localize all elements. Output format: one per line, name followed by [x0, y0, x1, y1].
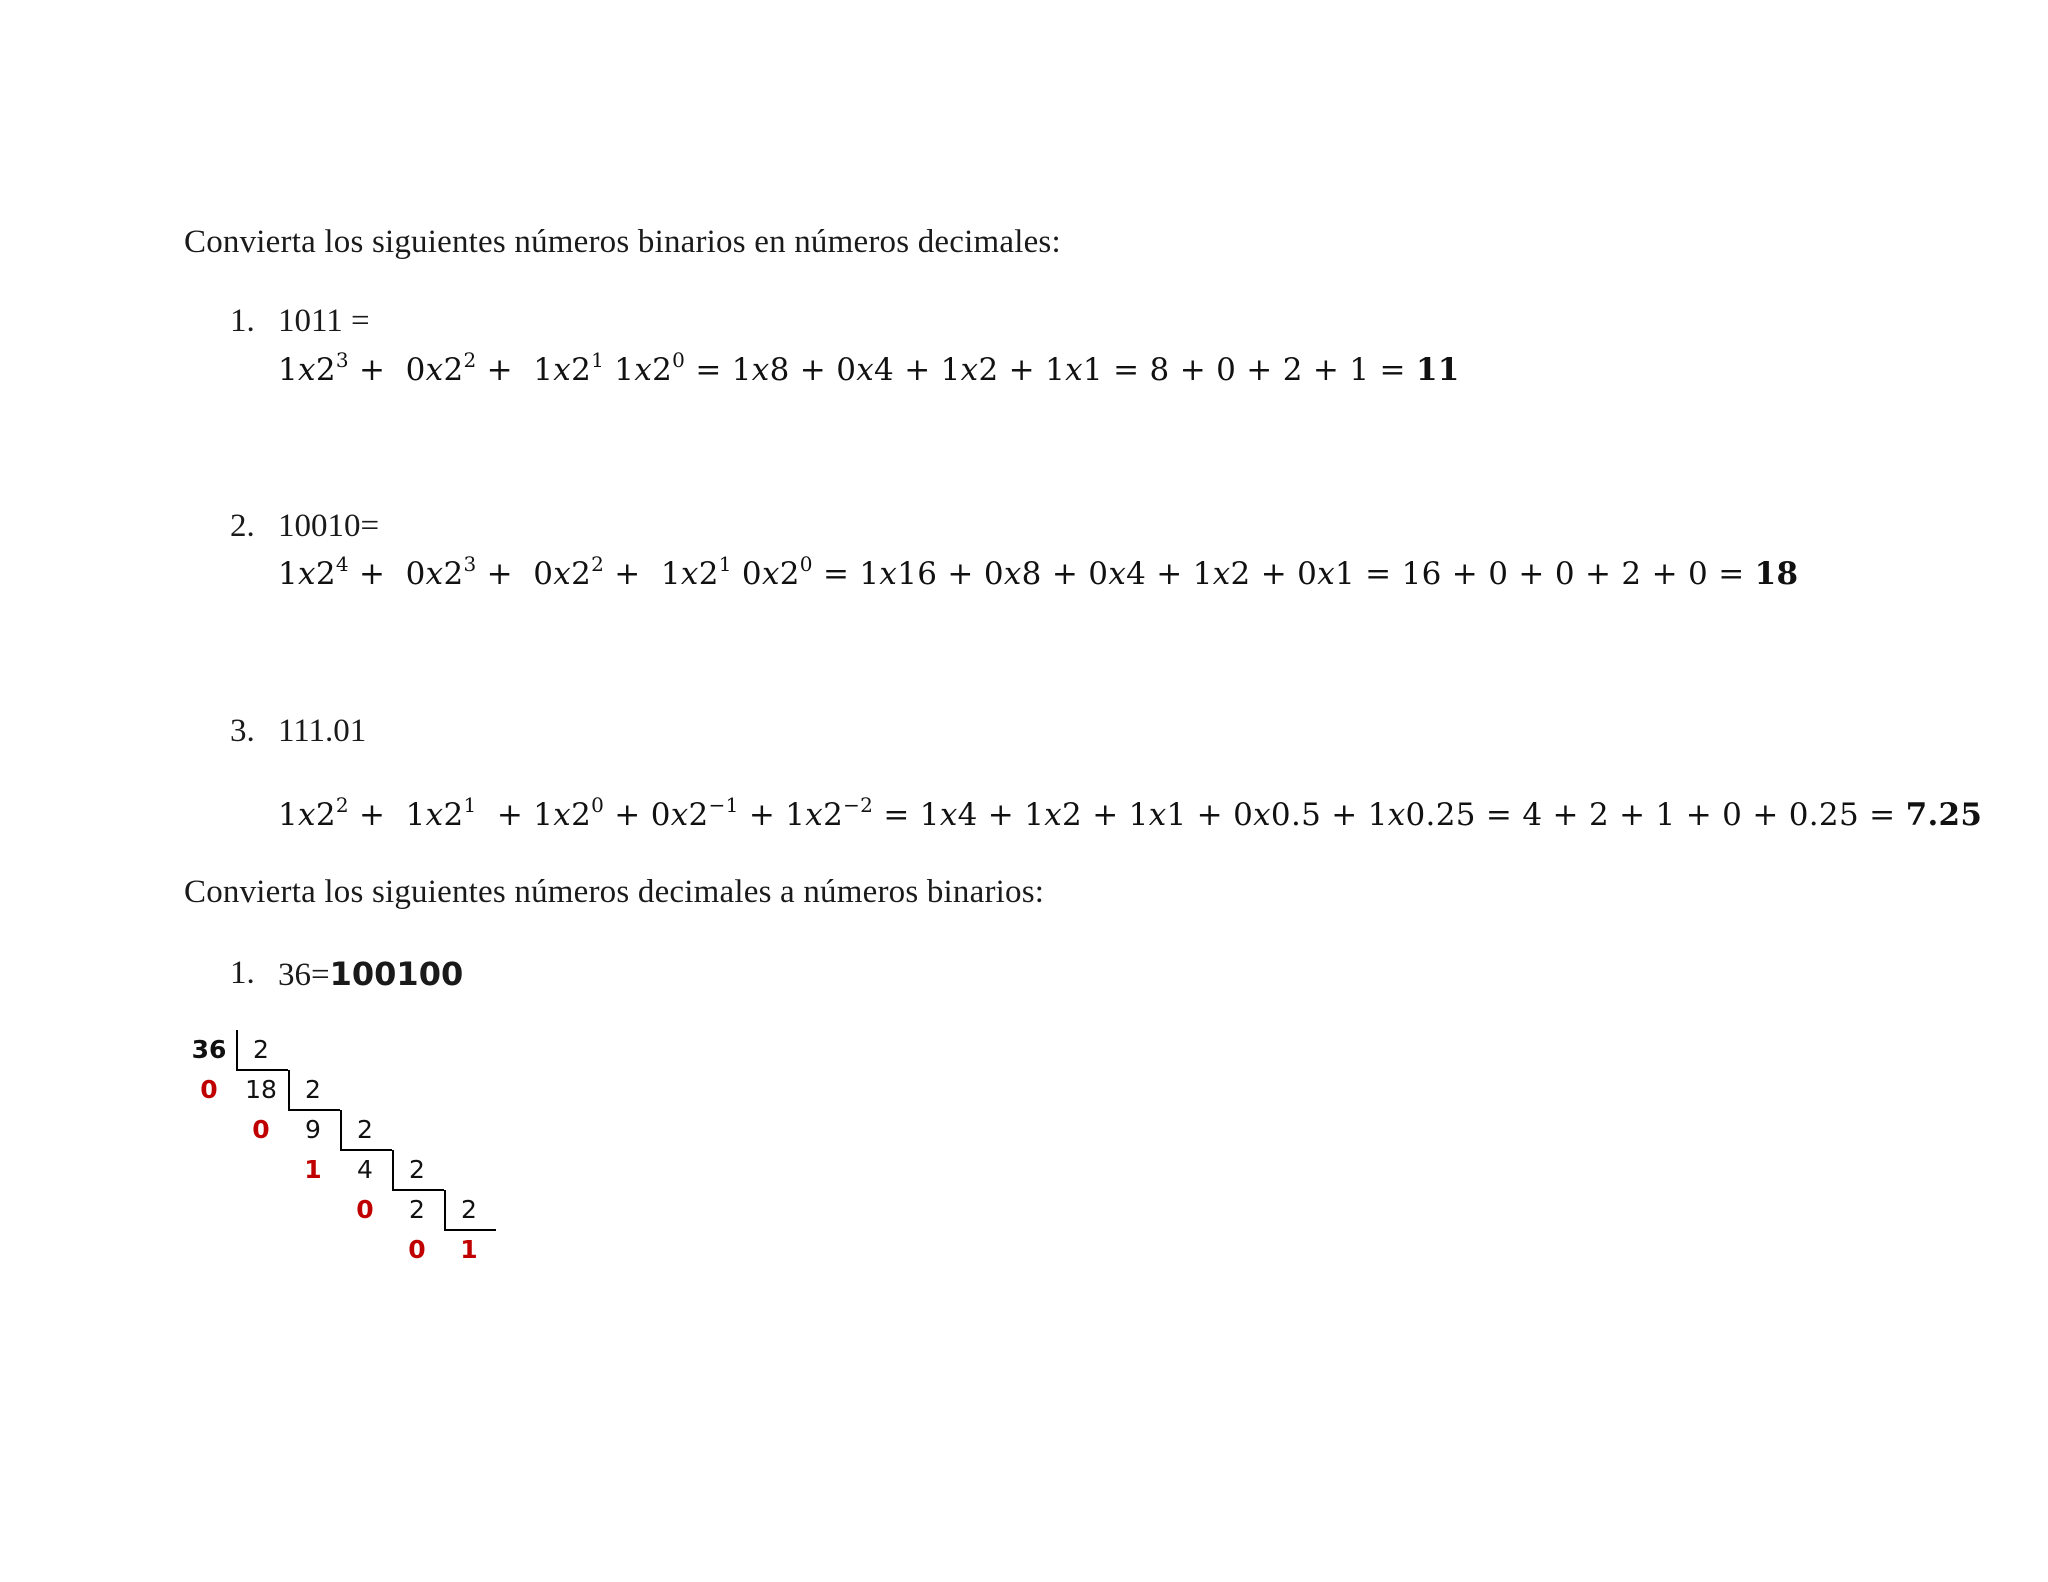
quotient: 9 [305, 1115, 321, 1144]
division-bracket [236, 1069, 288, 1071]
division-bracket [392, 1150, 394, 1190]
item-number: 1. [230, 955, 255, 991]
section-heading-binary-to-decimal: Convierta los siguientes números binarios en números decimales: [184, 224, 1061, 260]
divisor: 2 [357, 1115, 373, 1144]
remainder: 1 [460, 1235, 478, 1264]
quotient: 2 [409, 1195, 425, 1224]
quotient: 4 [357, 1155, 373, 1184]
item-number: 3. [230, 713, 255, 749]
item-label: 111.01 [278, 713, 367, 749]
dividend: 36 [191, 1035, 227, 1064]
division-bracket [340, 1110, 342, 1150]
item-number: 1. [230, 303, 255, 339]
quotient: 18 [245, 1075, 277, 1104]
item-label: 36= [278, 957, 330, 993]
result-value: 11 [1415, 352, 1460, 388]
remainder: 0 [408, 1235, 426, 1264]
divisor: 2 [305, 1075, 321, 1104]
equation-line: $1x2^2 + 1x2^1 + 1x2^0 + 0x2^{-1} + 1x2^{-2} = 1x4 + 1x2 + 1x1 + 0x0.5 + 1x0.25 = 4 + 2 + 1 + 0 + 0.25 = 7.25$ [278, 793, 1983, 833]
division-bracket [236, 1030, 238, 1070]
section-heading-decimal-to-binary: Convierta los siguientes números decimales a números binarios: [184, 874, 1045, 910]
result-value: 7.25 [1905, 797, 1983, 833]
result-value: 100100 [329, 955, 464, 993]
result-value: 18 [1754, 556, 1799, 592]
division-bracket [392, 1189, 444, 1191]
division-bracket [340, 1149, 392, 1151]
item-label: 1011 = [278, 303, 370, 339]
division-bracket [288, 1109, 340, 1111]
remainder: 1 [304, 1155, 322, 1184]
division-bracket [444, 1190, 446, 1230]
equation-line: $1x2^3 + 0x2^2 + 1x2^1$ $1x2^0 = 1x8 + 0x4 + 1x2 + 1x1 = 8 + 0 + 2 + 1 = 11$ [278, 348, 1460, 388]
division-bracket [288, 1070, 290, 1110]
divisor: 2 [409, 1155, 425, 1184]
item-label: 10010= [278, 508, 380, 544]
item-number: 2. [230, 508, 255, 544]
equation-line: $1x2^4 + 0x2^3 + 0x2^2 + 1x2^1$ $0x2^0 = 1x16 + 0x8 + 0x4 + 1x2 + 0x1 = 16 + 0 + 0 + 2 + 0 = 18$ [278, 552, 1799, 592]
remainder: 0 [252, 1115, 270, 1144]
item-label-with-result [278, 955, 463, 994]
remainder: 0 [356, 1195, 374, 1224]
divisor: 2 [253, 1035, 269, 1064]
divisor: 2 [461, 1195, 477, 1224]
remainder: 0 [200, 1075, 218, 1104]
division-bracket [444, 1229, 496, 1231]
